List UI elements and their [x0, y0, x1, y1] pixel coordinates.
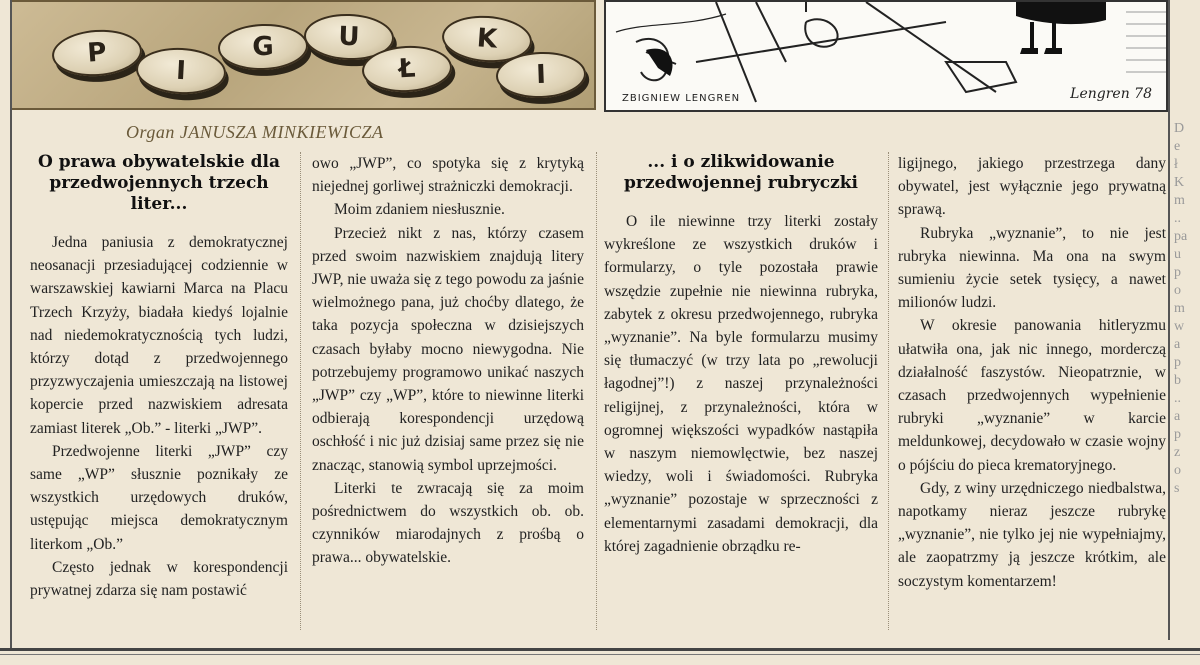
column-4	[898, 152, 1166, 593]
edge-fragment: ..	[1174, 211, 1181, 226]
edge-fragment: D	[1174, 121, 1185, 136]
article1-heading: O prawa obywatelskie dla przedwojennych trzech liter...	[38, 152, 280, 214]
edge-fragment: o	[1174, 463, 1181, 478]
edge-fragment: p	[1174, 355, 1181, 370]
frame-line-bottom-thin	[0, 654, 1200, 655]
paragraph: W okresie panowania hitleryzmu ułatwiła ona, jak nic innego, morderczą działalność faszystów. Nieopatrznie, w czasach przedwojennych wypełnienie rubryki „wyznanie” w karcie meldunkowej, decydowało w czasie wojny o pójściu do pieca krematoryjnego.	[898, 317, 1166, 474]
frame-line-right	[1168, 0, 1170, 640]
edge-fragment: u	[1174, 247, 1181, 262]
edge-fragment: K	[1174, 175, 1185, 190]
pill-letter: G	[217, 22, 309, 71]
pill-letter: K	[441, 13, 534, 65]
frame-line-bottom	[0, 648, 1200, 651]
column-divider	[300, 152, 301, 630]
paragraph: Często jednak w korespondencji prywatnej zdarza się nam postawić	[30, 558, 288, 600]
facing-page-edge	[1174, 120, 1196, 498]
edge-fragment: p	[1174, 265, 1181, 280]
paragraph: owo „JWP”, co spotyka się z krytyką niejednej gorliwej strażniczki demokracji.	[312, 155, 584, 196]
paragraph: ligijnego, jakiego przestrzega dany obywatel, jest wyłącznie jego prywatną sprawą.	[898, 155, 1166, 219]
paragraph: Przedwojenne literki „JWP” czy same „WP” słusznie poznikały ze wszystkich urzędowych druków, ustępując miejsca demokratycznym literkom „Ob.”	[30, 442, 288, 553]
lengren-cartoon	[604, 0, 1168, 112]
edge-fragment: z	[1174, 445, 1181, 460]
frame-line-left	[10, 0, 12, 650]
pigulki-header-image	[10, 0, 596, 110]
edge-fragment: ł	[1174, 157, 1178, 172]
edge-fragment: o	[1174, 283, 1181, 298]
column-2	[312, 152, 584, 570]
pill-letter: P	[51, 27, 144, 79]
cartoon-signature: Lengren 78	[1070, 86, 1152, 102]
pill-letter: I	[135, 46, 227, 97]
edge-fragment: ..	[1174, 391, 1181, 406]
paragraph: Literki te zwracają się za moim pośrednictwem do wszystkich ob. ob. czynników miarodajnych z prośbą o prawa... obywatelskie.	[312, 479, 584, 567]
pill-letter: Ł	[361, 44, 453, 95]
edge-fragment: b	[1174, 373, 1181, 388]
edge-fragment: e	[1174, 139, 1181, 154]
pill-letter: I	[495, 50, 587, 99]
paragraph: Moim zdaniem niesłusznie.	[334, 201, 505, 219]
organ-byline: Organ JANUSZA MINKIEWICZA	[126, 122, 384, 142]
column-divider	[888, 152, 889, 630]
column-divider	[596, 152, 597, 630]
edge-fragment: pa	[1174, 229, 1188, 244]
paragraph: O ile niewinne trzy literki zostały wykreślone ze wszystkich druków i formularzy, o tyle pozostała prawie wszędzie zupełnie nie niewinna rubryka, zabytek z okresu przedwojennego, rubryka „wyznanie”. Na byle formularzu musimy się tłumaczyć (w trzy lata po „rewolucji łagodnej”!) z naszej przynależności religijnej, z przynależności, która w ogromnej większości wypadków nastąpiła w naszym niemowlęctwie, bez naszej wiedzy, woli i świadomości. Rubryka „wyznanie” pozostaje w sprzeczności z elementarnymi zasadami demokracji, dla której zagadnienie obrządku re-	[604, 213, 878, 555]
article2-heading: ... i o zlikwidowanie przedwojennej rubryczki	[623, 152, 859, 193]
edge-fragment: p	[1174, 427, 1181, 442]
edge-fragment: w	[1174, 319, 1185, 334]
edge-fragment: a	[1174, 337, 1181, 352]
edge-fragment: m	[1174, 193, 1185, 208]
column-1	[30, 152, 288, 602]
edge-fragment: m	[1174, 301, 1185, 316]
paragraph: Gdy, z winy urzędniczego niedbalstwa, napotkamy nieraz jeszcze rubrykę „wyznanie”, nie tylko jej nie wypełniajmy, ale zaopatrzmy ją jeszcze krótkim, ale soczystym komentarzem!	[898, 479, 1166, 590]
edge-fragment: a	[1174, 409, 1181, 424]
paragraph: Rubryka „wyznanie”, to nie jest rubryka niewinna. Ma ona na swym sumieniu życie setek tysięcy, a nawet milionów ludzi.	[898, 224, 1166, 312]
cartoon-credit: ZBIGNIEW LENGREN	[622, 93, 741, 104]
paragraph: Przecież nikt z nas, którzy czasem przed swoim nazwiskiem znajdują litery JWP, nie uważa się z tego powodu za jaśnie wielmożnego pana, już choćby dlatego, że taka pozycja społeczna w dzisiejszych czasach byłaby mocno niewygodna. Nie potrzebujemy programowo unikać naszych „JWP” czy „WP”, które to niewinne literki odbierają korespondencji urzędową oschłość i nic już dzisiaj same przez się nie znacząc, stanowią symbol uprzejmości.	[312, 224, 584, 474]
pill-letter: U	[303, 12, 395, 61]
edge-fragment: s	[1174, 481, 1180, 496]
paragraph: Jedna paniusia z demokratycznej neosanacji przesiadującej codziennie w warszawskiej kawiarni Marca na Placu Trzech Krzyży, biadała kiedyś lojalnie nad niedemokratycznością tych ludzi, którzy dotąd z przedwojennego przyzwyczajenia umieszczają na listowej kopercie przed nazwiskiem adresata zamiast literek „Ob.” - literki „JWP”.	[30, 234, 288, 437]
column-3	[604, 152, 878, 558]
